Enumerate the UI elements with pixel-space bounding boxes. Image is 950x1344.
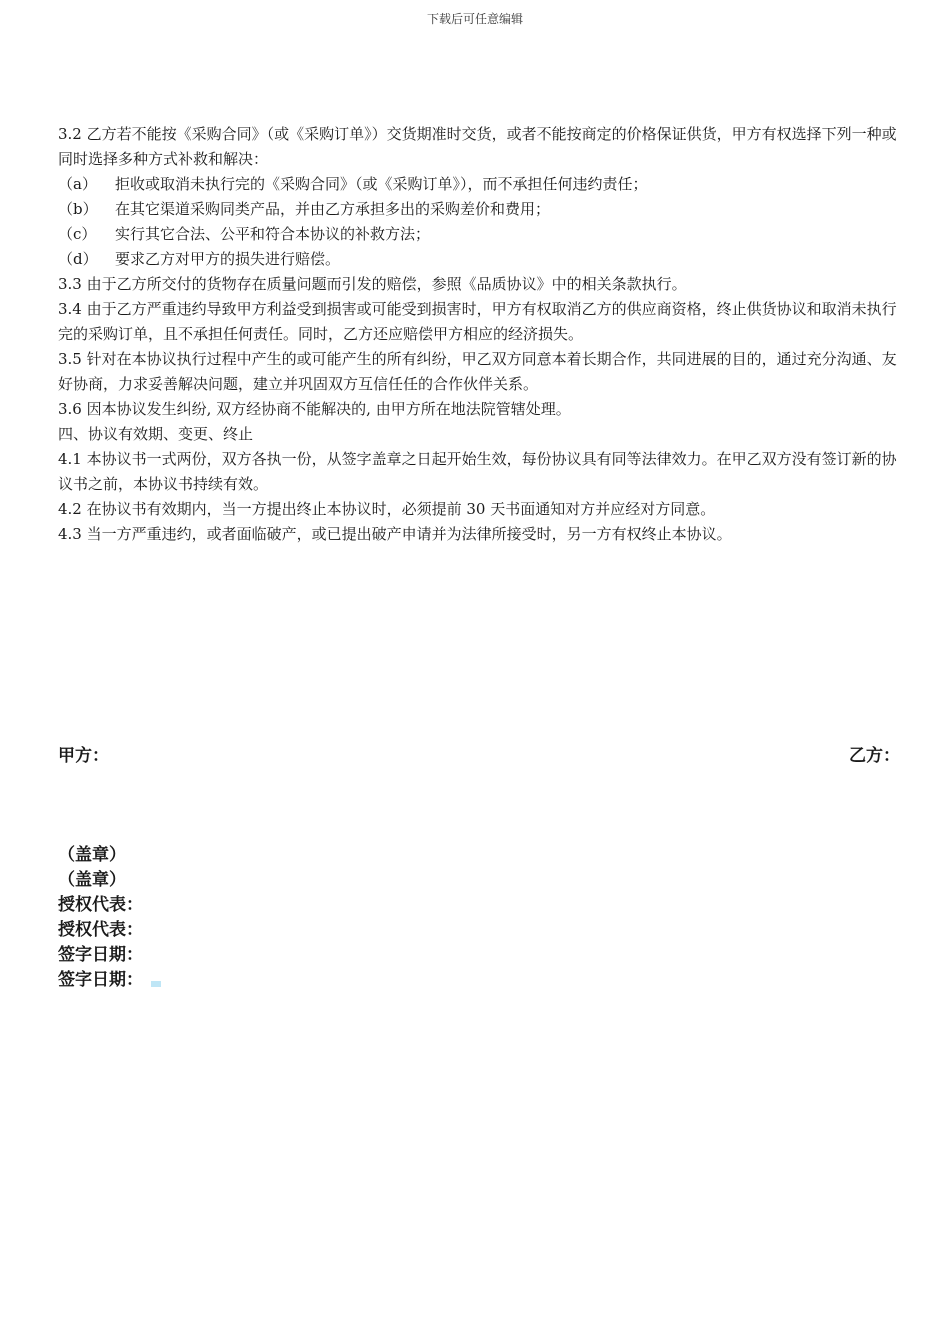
list-marker: （b） — [58, 200, 98, 218]
party-a-label: 甲方： — [58, 746, 109, 766]
representative-line: 授权代表： — [58, 920, 143, 940]
section-heading-4: 四、协议有效期、变更、终止 — [58, 425, 254, 443]
seal-line: （盖章） — [58, 845, 126, 865]
sign-date-label: 签字日期： — [58, 970, 143, 990]
representative-line: 授权代表： — [58, 895, 143, 915]
page-header: 下载后可任意编辑 — [426, 12, 523, 26]
list-item — [58, 197, 898, 222]
sign-date-line — [58, 968, 161, 993]
sign-date-line: 签字日期： — [58, 945, 143, 965]
clause-3-6: 3.6 因本协议发生纠纷, 双方经协商不能解决的, 由甲方所在地法院管辖处理。 — [58, 400, 571, 418]
signature-parties — [58, 744, 900, 769]
clause-4-2: 4.2 在协议书有效期内，当一方提出终止本协议时，必须提前 30 天书面通知对方并应经对方同意。 — [58, 500, 716, 518]
list-item — [58, 222, 898, 247]
seal-line: （盖章） — [58, 870, 126, 890]
signature-block — [58, 843, 161, 993]
clause-4-1: 4.1 本协议书一式两份，双方各执一份，从签字盖章之日起开始生效，每份协议具有同等法律效力。在甲乙双方没有签订新的协议书之前，本协议书持续有效。 — [58, 450, 897, 493]
list-text: 要求乙方对甲方的损失进行赔偿。 — [115, 250, 341, 268]
agreement-body — [58, 122, 898, 547]
list-text: 实行其它合法、公平和符合本协议的补救方法； — [115, 225, 431, 243]
clause-3-5: 3.5 针对在本协议执行过程中产生的或可能产生的所有纠纷，甲乙双方同意本着长期合作，共同进展的目的，通过充分沟通、友好协商，力求妥善解决问题，建立并巩固双方互信任任的合作伙伴关系。 — [58, 350, 897, 393]
list-text: 在其它渠道采购同类产品，并由乙方承担多出的采购差价和费用； — [115, 200, 551, 218]
list-marker: （c） — [58, 225, 97, 243]
text-cursor-highlight — [151, 981, 161, 987]
clause-3-2: 3.2 乙方若不能按《采购合同》（或《采购订单》）交货期准时交货，或者不能按商定的价格保证供货，甲方有权选择下列一种或同时选择多种方式补救和解决： — [58, 125, 897, 168]
list-item — [58, 172, 898, 197]
list-item — [58, 247, 898, 272]
list-marker: （d） — [58, 250, 98, 268]
list-marker: （a） — [58, 175, 97, 193]
clause-4-3: 4.3 当一方严重违约，或者面临破产，或已提出破产申请并为法律所接受时，另一方有权终止本协议。 — [58, 525, 732, 543]
party-b-label: 乙方： — [849, 746, 900, 766]
clause-3-3: 3.3 由于乙方所交付的货物存在质量问题而引发的赔偿，参照《品质协议》中的相关条款执行。 — [58, 275, 687, 293]
list-text: 拒收或取消未执行完的《采购合同》（或《采购订单》），而不承担任何违约责任； — [115, 175, 648, 193]
clause-3-4: 3.4 由于乙方严重违约导致甲方利益受到损害或可能受到损害时，甲方有权取消乙方的供应商资格，终止供货协议和取消未执行完的采购订单，且不承担任何责任。同时，乙方还应赔偿甲方相应的经济损失。 — [58, 300, 897, 343]
